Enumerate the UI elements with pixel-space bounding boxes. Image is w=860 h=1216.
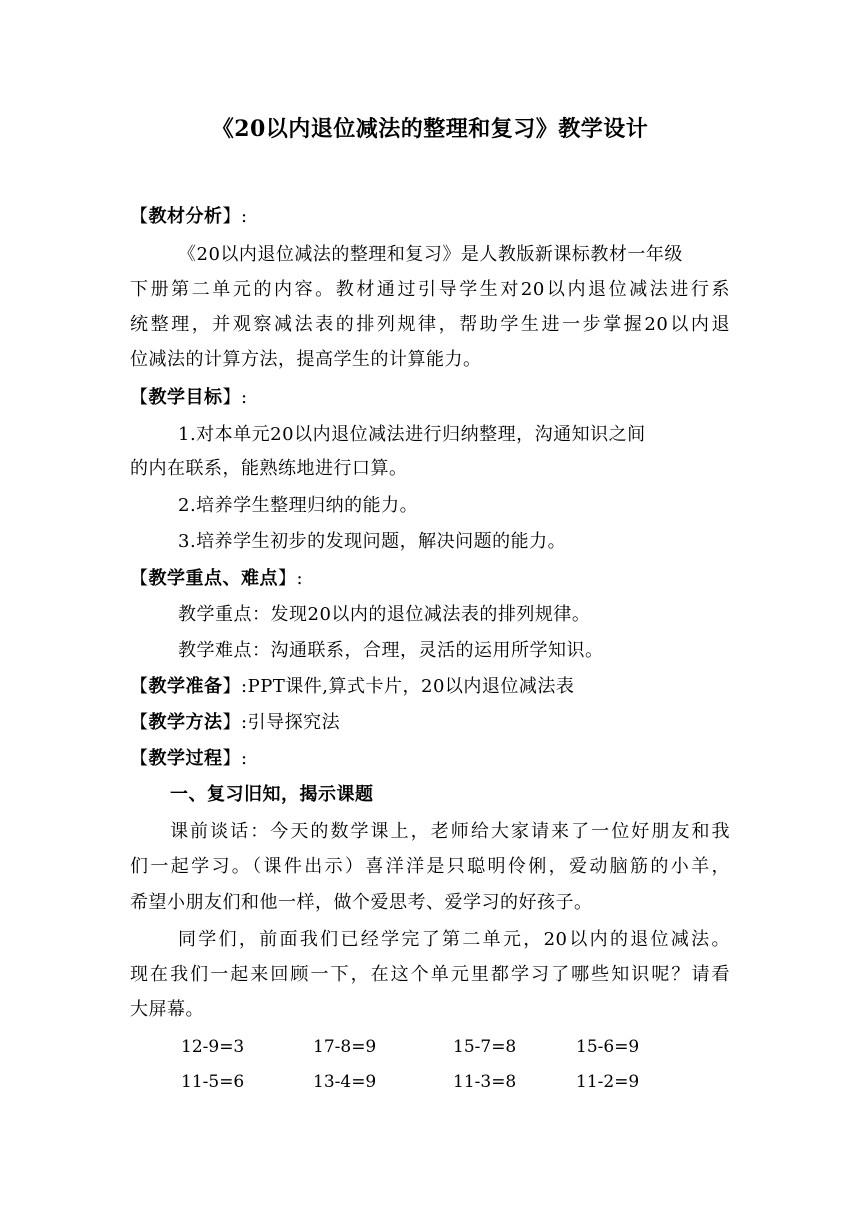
- paragraph-line: 们一起学习。（课件出示）喜洋洋是只聪明伶俐，爱动脑筋的小羊，: [130, 856, 730, 877]
- equation: 11-3=8: [453, 1072, 517, 1092]
- section-heading-key-points: 【教学重点、难点】:: [130, 568, 304, 589]
- section-heading-analysis: 【教材分析】:: [130, 206, 248, 227]
- paragraph-line: 现在我们一起来回顾一下，在这个单元里都学习了哪些知识呢？请看: [130, 964, 730, 985]
- equation: 11-2=9: [576, 1072, 640, 1092]
- goal-item: 3.培养学生初步的发现问题，解决问题的能力。: [178, 531, 567, 552]
- section-heading-preparation: 【教学准备】:PPT课件,算式卡片，20以内退位减法表: [130, 676, 575, 697]
- paragraph-line: 同学们，前面我们已经学完了第二单元，20以内的退位减法。: [178, 929, 730, 950]
- equation: 12-9=3: [181, 1037, 245, 1057]
- section-heading-goals: 【教学目标】:: [130, 387, 248, 408]
- page-title: 《20以内退位减法的整理和复习》教学设计: [211, 116, 649, 142]
- equation: 15-6=9: [576, 1037, 640, 1057]
- key-label: 教学重点、难点: [148, 568, 278, 589]
- equation: 11-5=6: [181, 1072, 245, 1092]
- paragraph-line: 课前谈话：今天的数学课上，老师给大家请来了一位好朋友和我: [170, 821, 730, 842]
- paragraph-line: 《20以内退位减法的整理和复习》是人教版新课标教材一年级: [178, 244, 683, 265]
- analysis-label: 教材分析: [148, 206, 223, 227]
- section-heading-process: 【教学过程】:: [130, 748, 248, 769]
- equation: 13-4=9: [313, 1072, 377, 1092]
- key-point-item: 教学难点：沟通联系，合理，灵活的运用所学知识。: [178, 640, 604, 661]
- paragraph-line: 希望小朋友们和他一样，做个爱思考、爱学习的好孩子。: [130, 892, 593, 913]
- goal-item-continued: 的内在联系，能熟练地进行口算。: [130, 458, 408, 479]
- paragraph-line: 统整理，并观察减法表的排列规律，帮助学生进一步掌握20以内退: [130, 314, 730, 335]
- method-text: 引导探究法: [247, 712, 341, 733]
- method-label: 教学方法: [148, 712, 223, 733]
- process-label: 教学过程: [148, 748, 223, 769]
- goal-item: 1.对本单元20以内退位减法进行归纳整理，沟通知识之间: [178, 424, 646, 445]
- goals-label: 教学目标: [148, 387, 223, 408]
- section-heading-method: 【教学方法】:引导探究法: [130, 712, 341, 733]
- prep-label: 教学准备: [148, 676, 223, 697]
- step-title: 一、复习旧知，揭示课题: [170, 784, 374, 805]
- key-point-item: 教学重点：发现20以内的退位减法表的排列规律。: [178, 604, 591, 625]
- paragraph-line: 大屏幕。: [130, 999, 204, 1020]
- equation: 15-7=8: [453, 1037, 517, 1057]
- paragraph-line: 下册第二单元的内容。教材通过引导学生对20以内退位减法进行系: [130, 279, 730, 300]
- paragraph-line: 位减法的计算方法，提高学生的计算能力。: [130, 349, 482, 370]
- prep-text: PPT课件,算式卡片，20以内退位减法表: [247, 676, 575, 697]
- equation: 17-8=9: [313, 1037, 377, 1057]
- goal-item: 2.培养学生整理归纳的能力。: [178, 495, 419, 516]
